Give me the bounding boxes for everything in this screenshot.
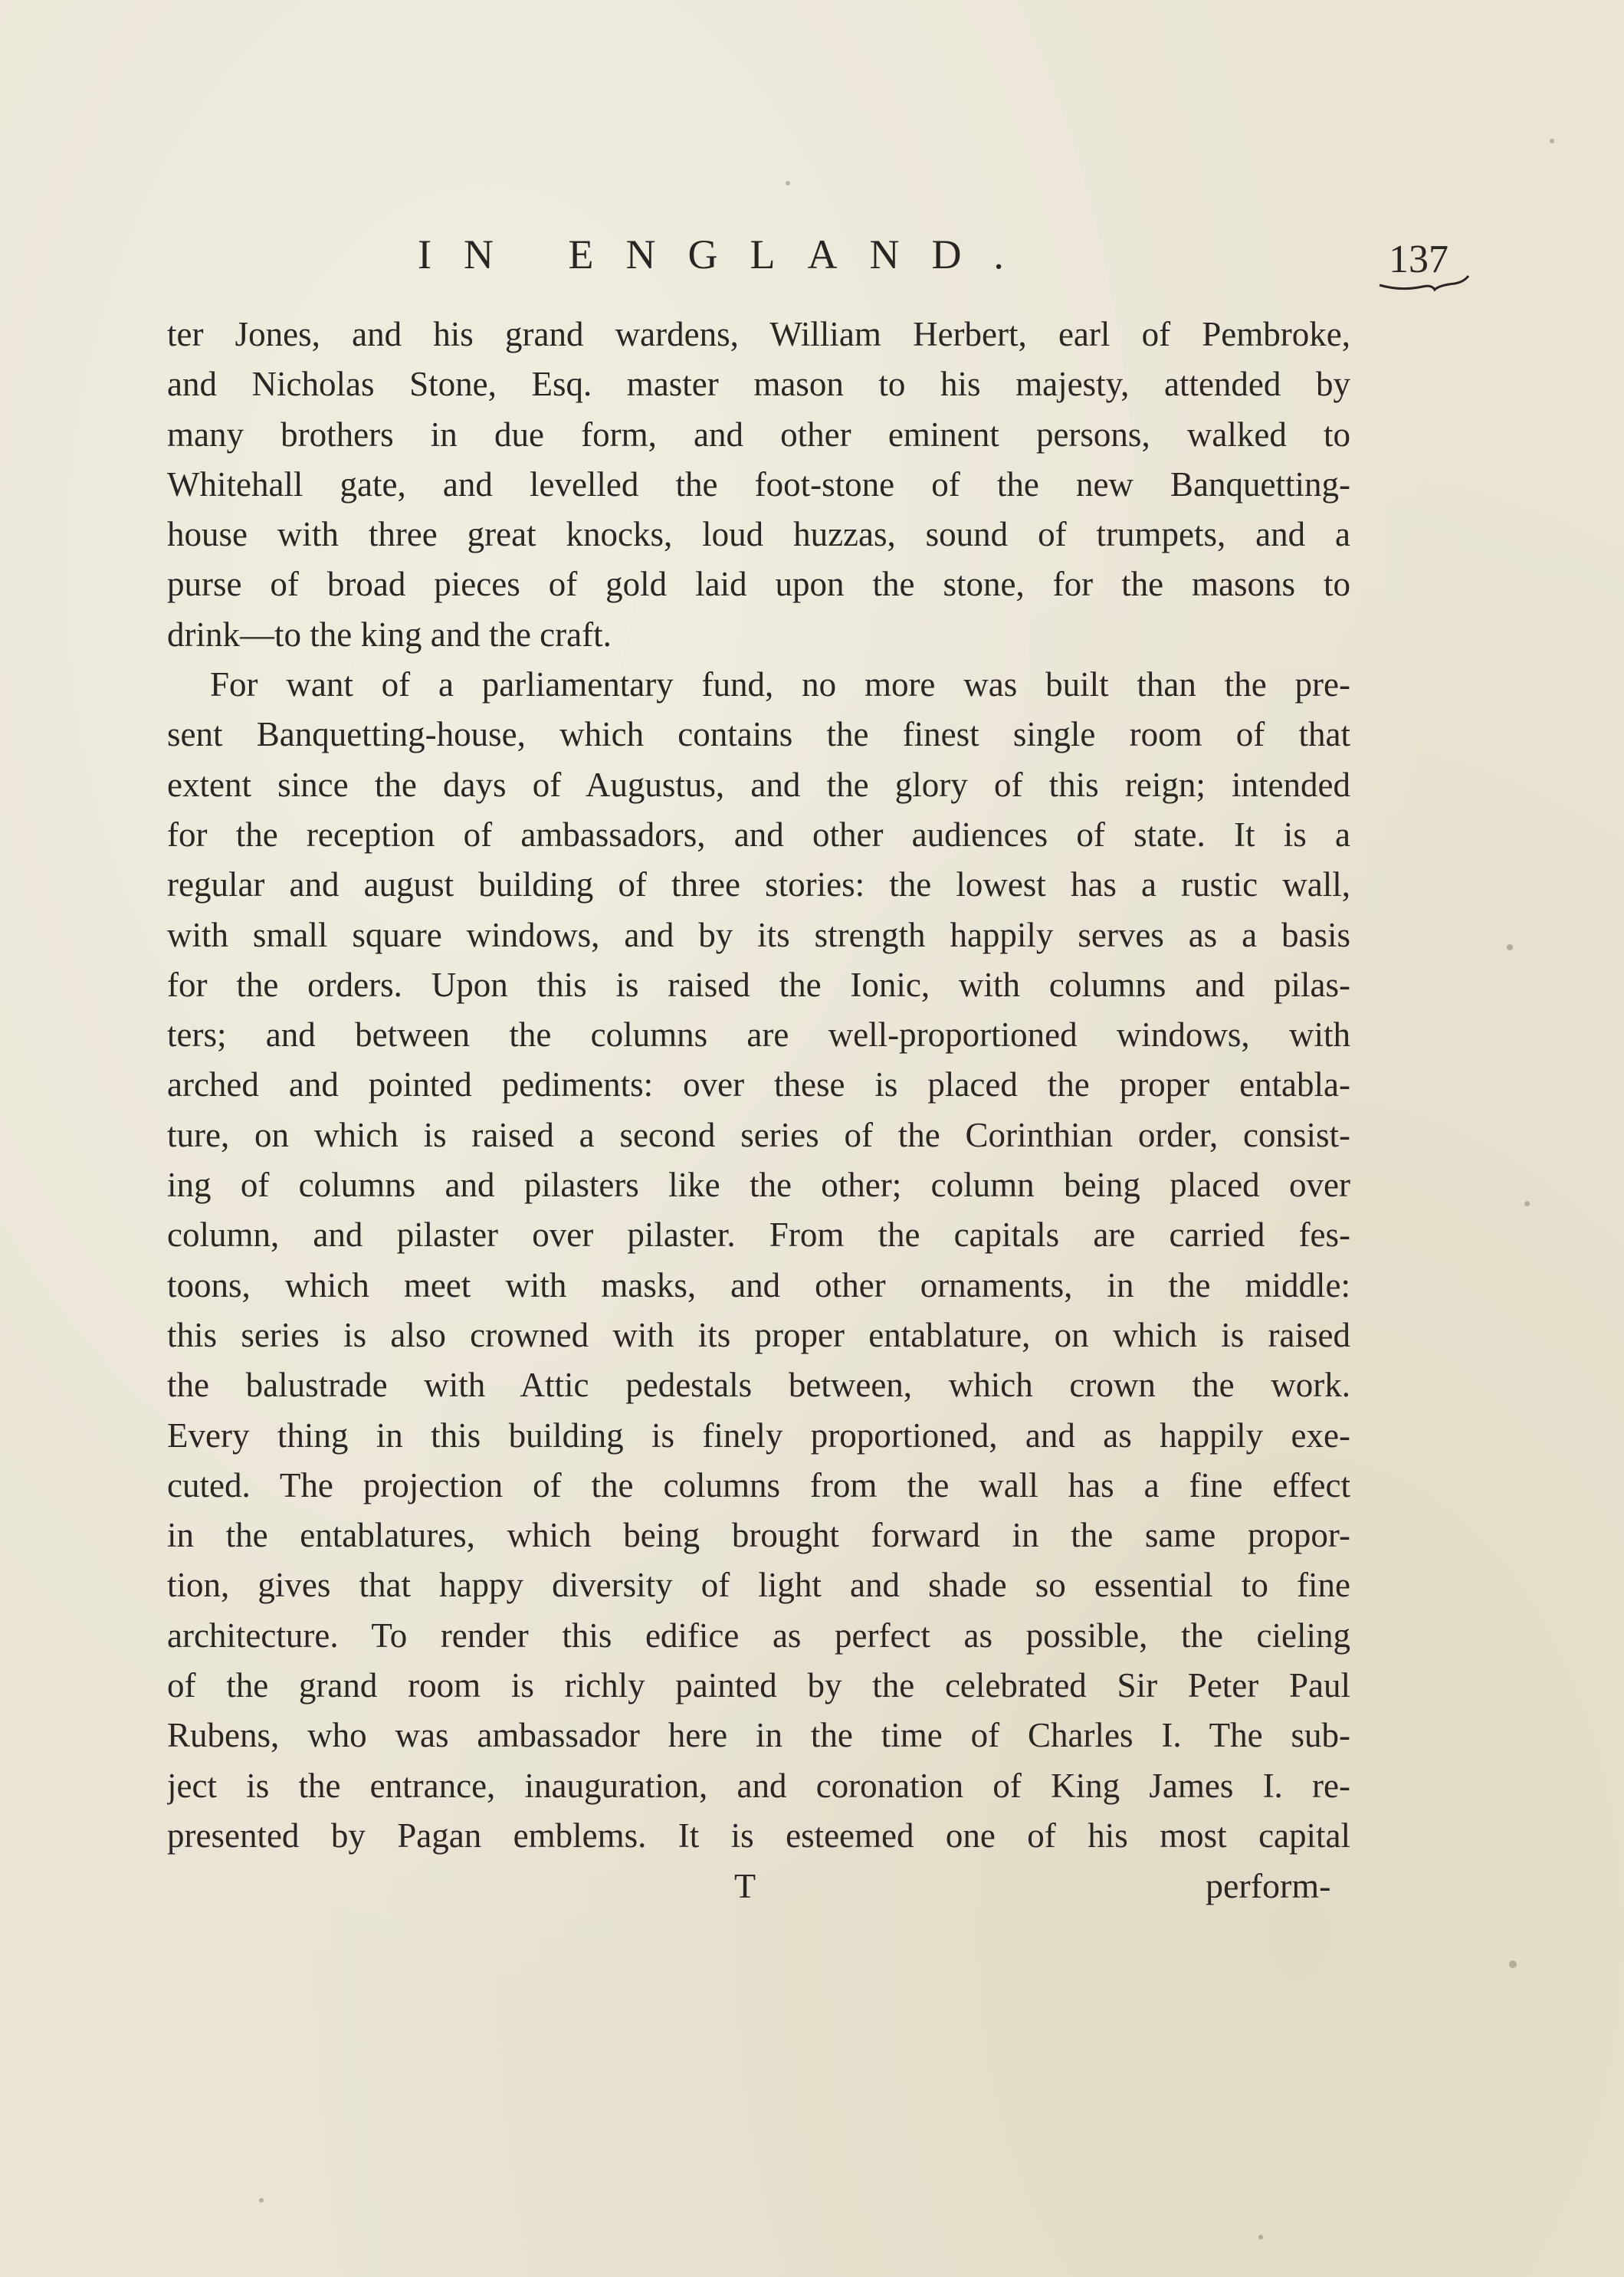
text-line: arched and pointed pediments: over these is placed the proper entabla- (167, 1065, 1350, 1104)
body-text (167, 310, 1350, 1861)
text-line: with small square windows, and by its strength happily serves as a basis (167, 915, 1350, 954)
text-line: architecture. To render this edifice as perfect as possible, the cieling (167, 1616, 1350, 1655)
text-line: column, and pilaster over pilaster. From the capitals are carried fes- (167, 1216, 1350, 1255)
text-line: this series is also crowned with its proper entablature, on which is raised (167, 1315, 1350, 1354)
signature-mark: T (734, 1866, 756, 1905)
catchword: perform- (1206, 1866, 1331, 1905)
text-line: ters; and between the columns are well-proportioned windows, with (167, 1015, 1350, 1055)
text-line: ing of columns and pilasters like the other; column being placed over (167, 1166, 1350, 1205)
text-line: presented by Pagan emblems. It is esteemed one of his most capital (167, 1816, 1350, 1855)
text-line: tion, gives that happy diversity of light and shade so essential to fine (167, 1566, 1350, 1605)
text-line: for the reception of ambassadors, and other audiences of state. It is a (167, 815, 1350, 854)
page-footer (0, 1859, 1624, 1913)
text-line: Every thing in this building is finely proportioned, and as happily exe- (167, 1416, 1350, 1455)
text-line: toons, which meet with masks, and other ornaments, in the middle: (167, 1265, 1350, 1304)
text-line: ture, on which is raised a second series of the Corinthian order, consist- (167, 1115, 1350, 1154)
text-line: extent since the days of Augustus, and the glory of this reign; intended (167, 765, 1350, 804)
paper-speck (786, 181, 790, 185)
text-line: many brothers in due form, and other eminent persons, walked to (167, 415, 1350, 454)
text-line: and Nicholas Stone, Esq. master mason to his majesty, attended by (167, 365, 1350, 404)
paper-speck (1507, 944, 1513, 950)
text-line: ter Jones, and his grand wardens, William Herbert, earl of Pembroke, (167, 315, 1350, 353)
text-line: ject is the entrance, inauguration, and coronation of King James I. re- (167, 1766, 1350, 1805)
paper-speck (1524, 1201, 1530, 1206)
text-line: regular and august building of three stories: the lowest has a rustic wall, (167, 865, 1350, 904)
page-number: 137 (1389, 238, 1448, 281)
paper-speck (1550, 139, 1554, 143)
text-line: house with three great knocks, loud huzzas, sound of trumpets, and a (167, 515, 1350, 554)
text-line: Rubens, who was ambassador here in the time of Charles I. The sub- (167, 1716, 1350, 1755)
text-line: in the entablatures, which being brought forward in the same propor- (167, 1516, 1350, 1555)
paper-speck (1258, 2235, 1263, 2239)
folio-flourish-icon (1378, 274, 1470, 297)
text-line: purse of broad pieces of gold laid upon the stone, for the masons to (167, 565, 1350, 604)
text-line: Whitehall gate, and levelled the foot-stone of the new Banquetting- (167, 464, 1350, 504)
text-line: of the grand room is richly painted by the celebrated Sir Peter Paul (167, 1666, 1350, 1705)
text-line: for the orders. Upon this is raised the Ionic, with columns and pilas- (167, 965, 1350, 1004)
paper-speck (1509, 1960, 1517, 1968)
text-line: sent Banquetting-house, which contains the finest single room of that (167, 715, 1350, 754)
running-head: IN ENGLAND. (418, 231, 1036, 277)
paragraph-start-line: For want of a parliamentary fund, no more was built than the pre- (210, 665, 1350, 704)
paper-speck (259, 2198, 264, 2203)
text-line: the balustrade with Attic pedestals between, which crown the work. (167, 1366, 1350, 1405)
text-line: drink—to the king and the craft. (167, 615, 612, 654)
text-line: cuted. The projection of the columns from the wall has a fine effect (167, 1465, 1350, 1504)
